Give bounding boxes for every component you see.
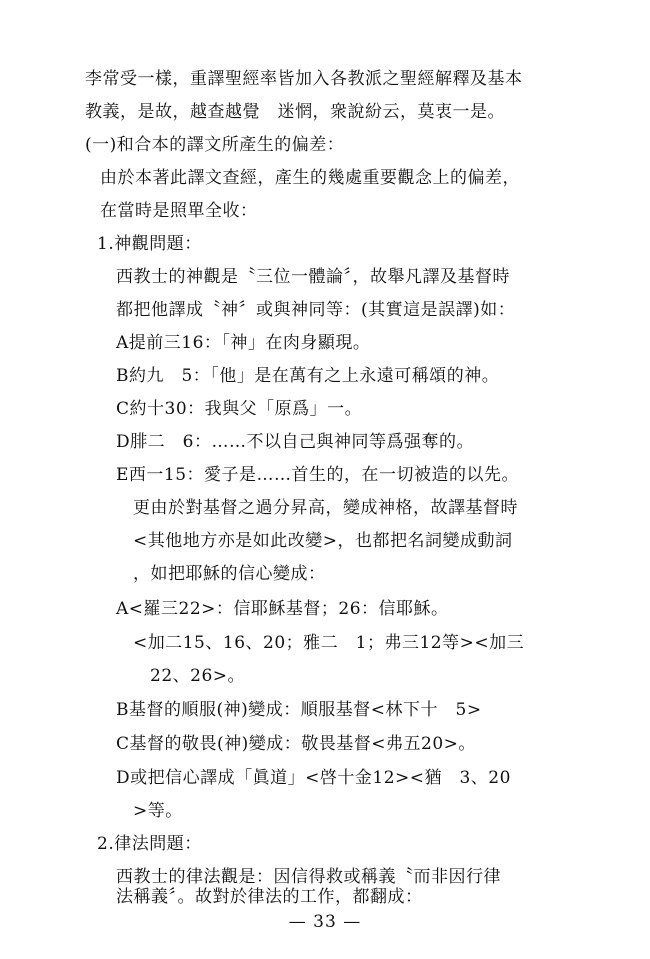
list-item: B約九 5：「他」是在萬有之上永遠可稱頌的神。	[116, 366, 500, 386]
text-line: ，如把耶穌的信心變成：	[133, 564, 326, 584]
list-item: B基督的順服(神)變成：順服基督<林下十 5>	[116, 700, 482, 720]
page-number: — 33 —	[288, 912, 362, 932]
list-item: D或把信心譯成「眞道」<啓十金12><猶 3、20	[116, 768, 511, 788]
text-line: <加二15、16、20；雅二 1；弗三12等><加三	[133, 633, 525, 653]
section-heading: (一)和合本的譯文所產生的偏差：	[85, 135, 345, 155]
text-line: 22、26>。	[150, 666, 246, 686]
text-line: <其他地方亦是如此改變>，也都把名詞變成動詞	[133, 531, 513, 551]
text-line: 西教士的神觀是〝三位一體論〞，故舉凡譯及基督時	[116, 267, 510, 287]
list-item: E西一15：愛子是……首生的，在一切被造的以先。	[116, 465, 520, 485]
subsection-heading: 2.律法問題：	[97, 834, 202, 854]
list-item: C基督的敬畏(神)變成：敬畏基督<弗五20>。	[116, 734, 476, 754]
subsection-heading: 1.神觀問題：	[97, 234, 202, 254]
text-line: 都把他譯成〝神〞或與神同等：(其實這是誤譯)如：	[116, 300, 516, 320]
text-line: 法稱義〞。故對於律法的工作，都翻成：	[116, 887, 423, 907]
text-line: 教義，是故，越查越覺 迷惘，衆說紛云，莫衷一是。	[85, 102, 505, 122]
text-line: 在當時是照單全收：	[100, 201, 258, 221]
list-item: C約十30：我與父「原爲」一。	[116, 399, 363, 419]
text-line: 李常受一樣，重譯聖經率皆加入各教派之聖經解釋及基本	[85, 69, 523, 89]
list-item: A<羅三22>：信耶穌基督；26：信耶穌。	[116, 599, 449, 619]
text-line: >等。	[133, 801, 183, 821]
text-line: 西教士的律法觀是：因信得救或稱義〝而非因行律	[116, 867, 501, 887]
text-line: 更由於對基督之過分昇高，變成神格，故譯基督時	[133, 498, 518, 518]
list-item: D腓二 6：……不以自己與神同等爲强奪的。	[116, 432, 474, 452]
text-line: 由於本著此譯文查經，產生的幾處重要觀念上的偏差，	[100, 168, 520, 188]
list-item: A提前三16：「神」在肉身顯現。	[116, 333, 371, 353]
